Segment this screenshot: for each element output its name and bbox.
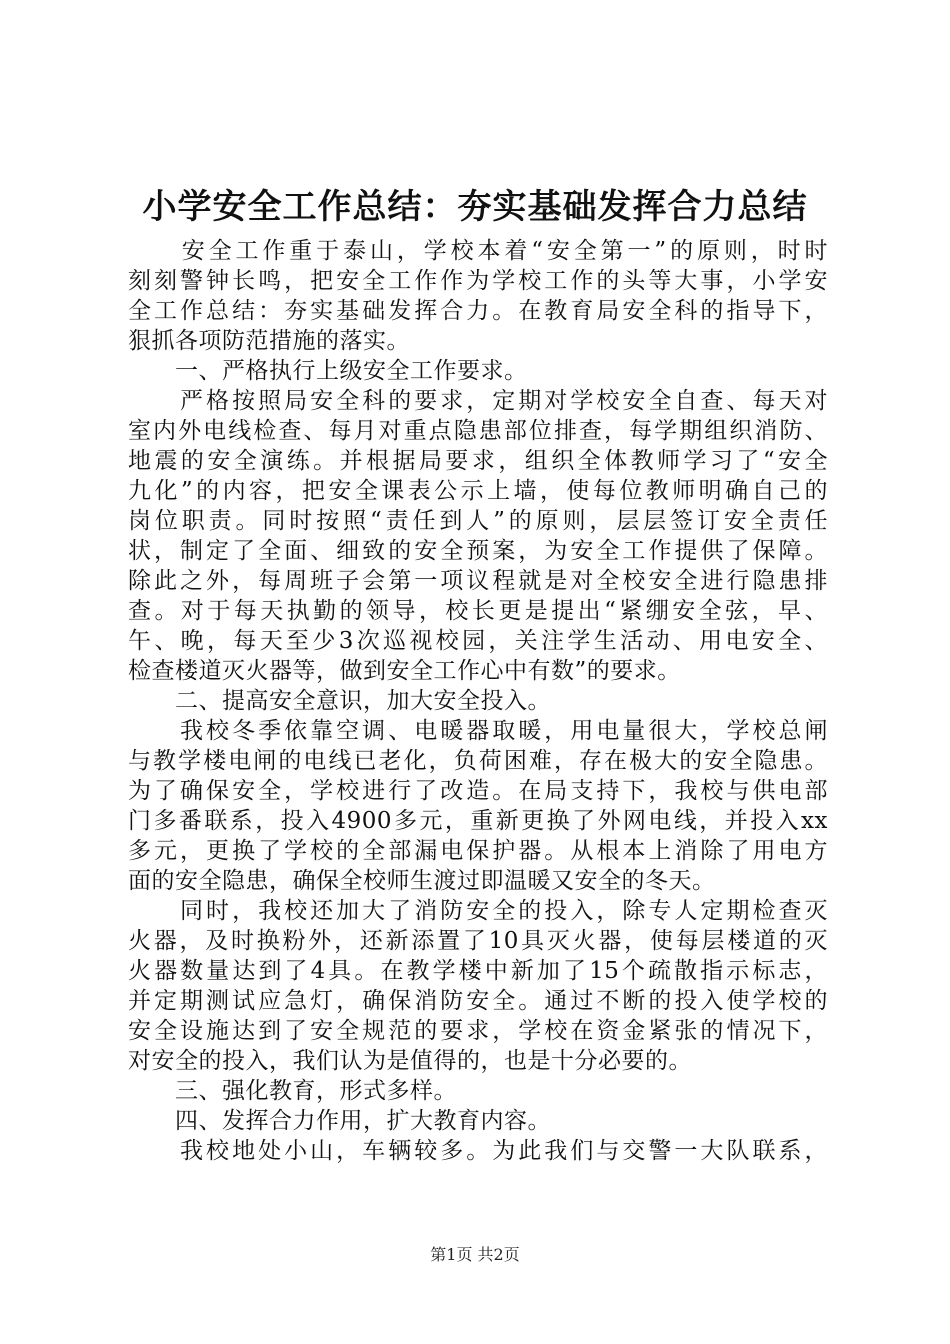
body-line: 我校冬季依靠空调、电暖器取暖，用电量很大，学校总闸 [128, 718, 828, 744]
document-body [128, 236, 828, 1166]
body-line: 狠抓各项防范措施的落实。 [128, 328, 410, 354]
body-line: 二、提高安全意识，加大安全投入。 [128, 688, 551, 714]
body-line: 全工作总结：夯实基础发挥合力。在教育局安全科的指导下， [128, 298, 828, 324]
body-line: 火器，及时换粉外，还新添置了10具灭火器，使每层楼道的灭 [128, 928, 828, 954]
body-line: 门多番联系，投入4900多元，重新更换了外网电线，并投入xx [128, 808, 828, 834]
body-line: 状，制定了全面、细致的安全预案，为安全工作提供了保障。 [128, 538, 828, 564]
body-line: 多元，更换了学校的全部漏电保护器。从根本上消除了用电方 [128, 838, 828, 864]
body-line: 同时，我校还加大了消防安全的投入，除专人定期检查灭 [128, 898, 828, 924]
body-line: 除此之外，每周班子会第一项议程就是对全校安全进行隐患排 [128, 568, 828, 594]
body-line: 安全设施达到了安全规范的要求，学校在资金紧张的情况下， [128, 1018, 828, 1044]
body-line: 安全工作重于泰山，学校本着“安全第一”的原则，时时 [128, 238, 828, 264]
body-line: 三、强化教育，形式多样。 [128, 1078, 457, 1104]
body-line: 检查楼道灭火器等，做到安全工作心中有数”的要求。 [128, 658, 681, 684]
body-line: 刻刻警钟长鸣，把安全工作作为学校工作的头等大事，小学安 [128, 268, 828, 294]
body-line: 火器数量达到了4具。在教学楼中新加了15个疏散指示标志， [128, 958, 828, 984]
body-line: 九化”的内容，把安全课表公示上墙，使每位教师明确自己的 [128, 478, 828, 504]
body-line: 面的安全隐患，确保全校师生渡过即温暖又安全的冬天。 [128, 868, 716, 894]
body-line: 对安全的投入，我们认为是值得的，也是十分必要的。 [128, 1048, 692, 1074]
body-line: 并定期测试应急灯，确保消防安全。通过不断的投入使学校的 [128, 988, 828, 1014]
body-line: 一、严格执行上级安全工作要求。 [128, 358, 528, 384]
document-title: 小学安全工作总结：夯实基础发挥合力总结 [142, 187, 808, 227]
body-line: 室内外电线检查、每月对重点隐患部位排查，每学期组织消防、 [128, 418, 828, 444]
body-line: 岗位职责。同时按照“责任到人”的原则，层层签订安全责任 [128, 508, 828, 534]
body-line: 查。对于每天执勤的领导，校长更是提出“紧绷安全弦，早、 [128, 598, 828, 624]
body-line: 为了确保安全，学校进行了改造。在局支持下，我校与供电部 [128, 778, 828, 804]
body-line: 地震的安全演练。并根据局要求，组织全体教师学习了“安全 [128, 448, 828, 474]
body-line: 严格按照局安全科的要求，定期对学校安全自查、每天对 [128, 388, 828, 414]
body-line: 我校地处小山，车辆较多。为此我们与交警一大队联系， [128, 1138, 828, 1164]
page-footer: 第1页 共2页 [430, 1245, 520, 1264]
body-line: 午、晚，每天至少3次巡视校园，关注学生活动、用电安全、 [128, 628, 828, 654]
body-line: 四、发挥合力作用，扩大教育内容。 [128, 1108, 551, 1134]
body-line: 与教学楼电闸的电线已老化，负荷困难，存在极大的安全隐患。 [128, 748, 828, 774]
